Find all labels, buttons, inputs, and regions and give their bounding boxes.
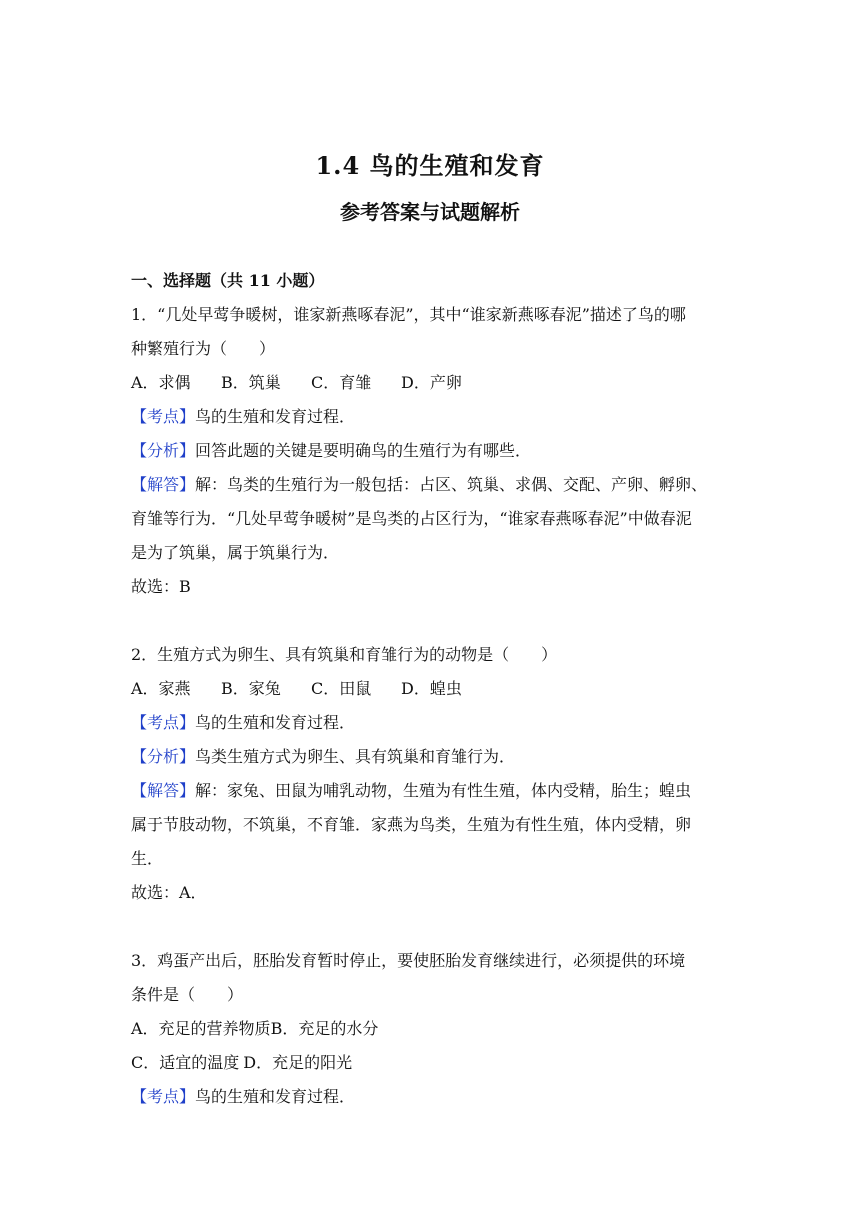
option-c: C．适宜的温度	[131, 1053, 240, 1072]
kaodian-text: 鸟的生殖和发育过程．	[195, 1087, 356, 1106]
kaodian-tag: 【考点】	[131, 407, 196, 426]
page-title: 1.4 鸟的生殖和发育	[315, 151, 545, 180]
option-c: C．育雏	[311, 373, 372, 392]
option-a: A．求偶	[131, 373, 191, 392]
spacer	[131, 910, 731, 944]
option-a: A．家燕	[131, 679, 191, 698]
option-b: B．充足的水分	[270, 1019, 379, 1038]
kaodian-line	[131, 400, 731, 434]
jieda-text-line: 是为了筑巢，属于筑巢行为．	[131, 543, 340, 562]
fenxi-tag: 【分析】	[131, 441, 196, 460]
fenxi-text: 鸟类生殖方式为卵生、具有筑巢和育雏行为．	[195, 747, 516, 766]
question-stem-line: 2．生殖方式为卵生、具有筑巢和育雏行为的动物是（ ）	[131, 645, 558, 664]
fenxi-text: 回答此题的关键是要明确鸟的生殖行为有哪些．	[195, 441, 532, 460]
jieda-line	[131, 468, 731, 502]
question-1	[131, 298, 731, 604]
question-stem-line: 种繁殖行为（ ）	[131, 339, 276, 358]
answer-line: 故选：A．	[131, 883, 207, 902]
document-body	[131, 264, 731, 1114]
fenxi-line	[131, 740, 731, 774]
options-row	[131, 366, 731, 400]
jieda-tag: 【解答】	[131, 781, 196, 800]
question-stem-line: 3．鸡蛋产出后，胚胎发育暂时停止，要使胚胎发育继续进行，必须提供的环境	[131, 951, 686, 970]
kaodian-tag: 【考点】	[131, 713, 196, 732]
option-a: A．充足的营养物质	[131, 1019, 271, 1038]
option-b: B．筑巢	[221, 373, 281, 392]
option-c: C．田鼠	[311, 679, 372, 698]
page-subtitle: 参考答案与试题解析	[340, 200, 520, 224]
question-3	[131, 944, 731, 1114]
jieda-text-line: 育雏等行为．“几处早莺争暖树”是鸟类的占区行为，“谁家春燕啄春泥”中做春泥	[131, 509, 692, 528]
kaodian-tag: 【考点】	[131, 1087, 196, 1106]
question-2	[131, 638, 731, 910]
question-stem-line: 1．“几处早莺争暖树，谁家新燕啄春泥”，其中“谁家新燕啄春泥”描述了鸟的哪	[131, 305, 686, 324]
options-row	[131, 1046, 731, 1080]
fenxi-tag: 【分析】	[131, 747, 196, 766]
answer-line: 故选：B	[131, 577, 191, 596]
option-d: D．充足的阳光	[243, 1053, 353, 1072]
kaodian-text: 鸟的生殖和发育过程．	[195, 713, 356, 732]
jieda-text: 解：鸟类的生殖行为一般包括：占区、筑巢、求偶、交配、产卵、孵卵、	[195, 475, 708, 494]
fenxi-line	[131, 434, 731, 468]
jieda-line	[131, 774, 731, 808]
option-d: D．产卵	[401, 373, 462, 392]
option-b: B．家兔	[221, 679, 281, 698]
kaodian-text: 鸟的生殖和发育过程．	[195, 407, 356, 426]
jieda-text: 解：家兔、田鼠为哺乳动物，生殖为有性生殖，体内受精，胎生；蝗虫	[195, 781, 692, 800]
spacer	[131, 604, 731, 638]
jieda-text-line: 属于节肢动物，不筑巢，不育雏．家燕为鸟类，生殖为有性生殖，体内受精，卵	[131, 815, 692, 834]
jieda-tag: 【解答】	[131, 475, 196, 494]
section-heading: 一、选择题（共 11 小题）	[131, 271, 325, 290]
options-row	[131, 672, 731, 706]
kaodian-line	[131, 1080, 731, 1114]
question-stem-line: 条件是（ ）	[131, 985, 244, 1004]
jieda-text-line: 生．	[131, 849, 164, 868]
option-d: D．蝗虫	[401, 679, 462, 698]
options-row	[131, 1012, 731, 1046]
kaodian-line	[131, 706, 731, 740]
